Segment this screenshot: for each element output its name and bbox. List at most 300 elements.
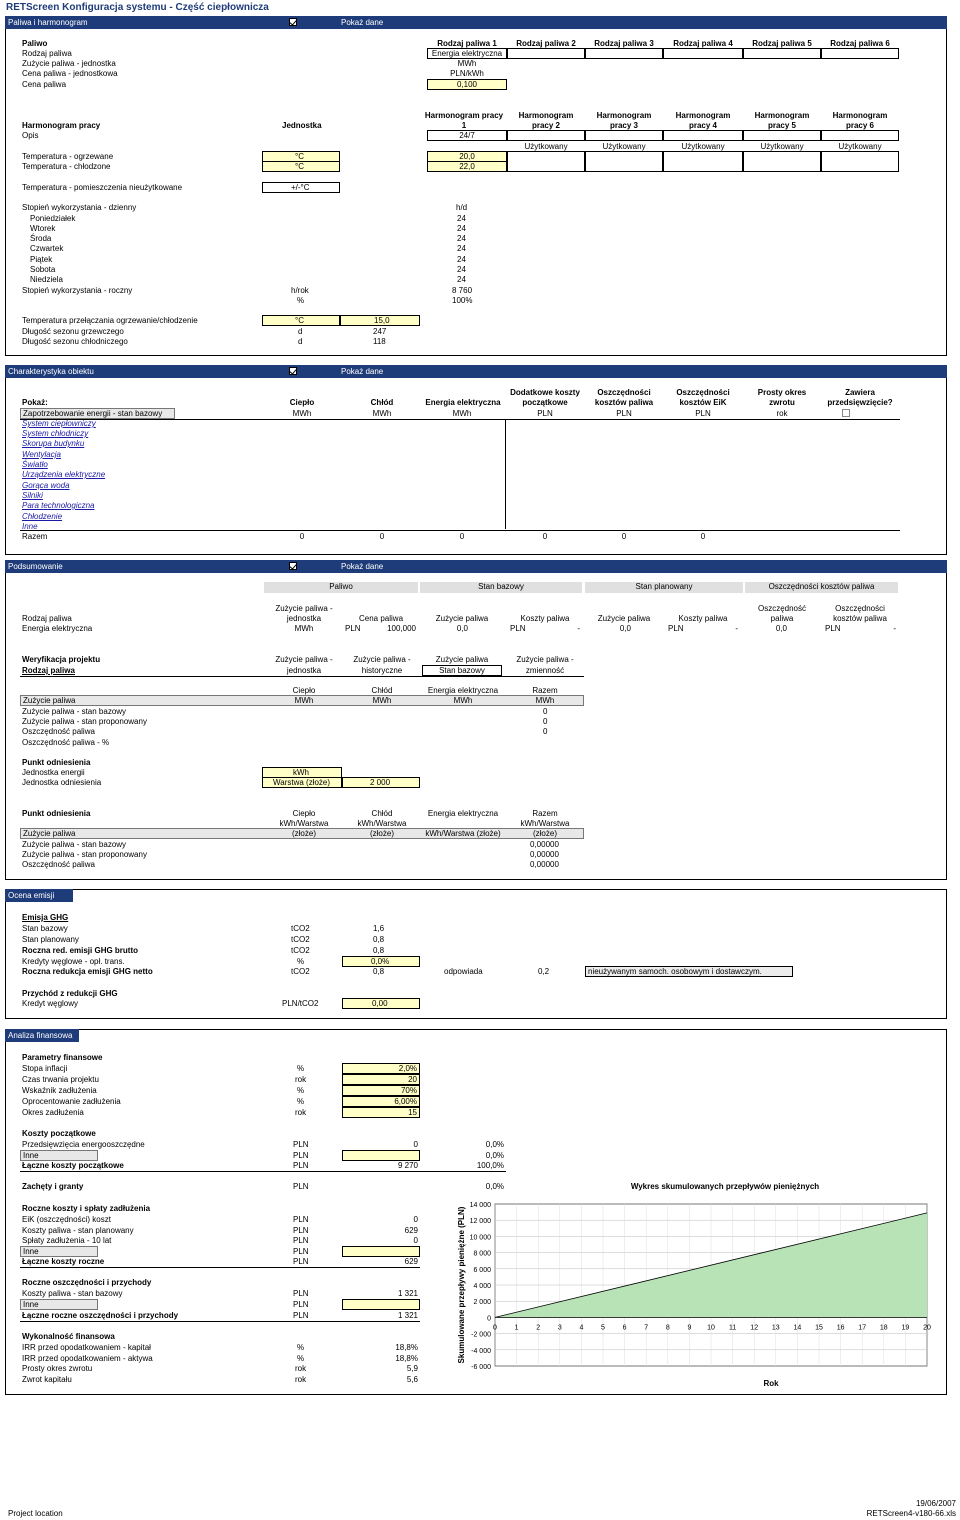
include-col-2: przedsięwzięcie? — [827, 398, 893, 407]
ref2-unit: kWh/Warstwa — [357, 819, 407, 828]
init-other-label[interactable]: Inne — [20, 1150, 98, 1161]
group-proposed-case: Stan planowany — [585, 582, 743, 593]
fuel-row-label: Rodzaj paliwa — [22, 49, 72, 58]
sum-unit: MWh — [294, 624, 314, 633]
link-building-envelope[interactable]: Skorupa budynku — [22, 439, 85, 448]
annual-total-label: Łączne koszty roczne — [22, 1257, 105, 1266]
savings-total-value: 1 321 — [397, 1311, 418, 1320]
savings-other-input[interactable] — [342, 1299, 420, 1310]
sum-use-base: 0,0 — [456, 624, 468, 633]
init-cost-label: Przedsięwzięcia energooszczędne — [22, 1140, 145, 1149]
total-value: 0 — [621, 532, 627, 541]
demand-unit: PLN — [616, 409, 632, 418]
cons-col: Ciepło — [292, 686, 316, 695]
link-electrical-equipment[interactable]: Urządzenia elektryczne — [22, 470, 106, 479]
x-tick-label: 19 — [901, 1324, 910, 1332]
link-other[interactable]: Inne — [22, 522, 38, 531]
ghg-title: Emisja GHG — [22, 913, 69, 922]
schedule-2-temps[interactable] — [507, 151, 585, 172]
x-tick-label: 11 — [728, 1324, 737, 1332]
x-tick-label: 7 — [644, 1324, 649, 1332]
incentives-unit: PLN — [293, 1182, 309, 1191]
cons-header-row: Zużycie paliwa — [20, 695, 584, 706]
fuel-type-1-header: Rodzaj paliwa 1 — [437, 39, 497, 48]
x-tick-label: 9 — [687, 1324, 692, 1332]
params-title: Parametry finansowe — [22, 1053, 103, 1062]
h-fuel-saving-2: paliwa — [770, 614, 794, 623]
ref-unit-input[interactable]: Warstwa (złoże) — [262, 777, 342, 788]
schedule-4-header: Harmonogram — [675, 111, 731, 120]
h-unit-2: jednostka — [286, 614, 322, 623]
savings-other-label[interactable]: Inne — [20, 1299, 98, 1310]
schedule-2-header: Harmonogram — [518, 111, 574, 120]
param-unit: % — [297, 1086, 305, 1095]
init-costs-title: Koszty początkowe — [22, 1129, 96, 1138]
viability-unit: rok — [295, 1375, 307, 1384]
param-label: Oprocentowanie zadłużenia — [22, 1097, 121, 1106]
ref-energy-unit-select[interactable]: kWh — [262, 767, 342, 778]
demand-unit: PLN — [695, 409, 711, 418]
project-life-input[interactable]: 20 — [342, 1074, 420, 1085]
schedule-1-header-num: 1 — [461, 121, 467, 130]
total-label: Razem — [22, 532, 48, 541]
incentives-pct: 0,0% — [485, 1182, 504, 1191]
savings-total-label: Łączne roczne oszczędności i przychody — [22, 1311, 179, 1320]
cons-row-value: 0 — [543, 707, 548, 716]
ghg-row-label: Roczna redukcja emisji GHG netto — [22, 967, 153, 976]
init-other-input[interactable] — [342, 1150, 420, 1161]
x-tick-label: 15 — [815, 1324, 823, 1332]
day-label: Czwartek — [30, 244, 64, 253]
demand-unit: MWh — [372, 409, 392, 418]
init-cost-unit: PLN — [293, 1151, 309, 1160]
fuel-type-6-select[interactable] — [821, 48, 899, 59]
carbon-credit-input[interactable]: 0,00 — [342, 998, 420, 1009]
ghg-row-unit: tCO2 — [291, 924, 310, 933]
show-data-label: Pokaż dane — [341, 18, 384, 27]
schedule-1-header: Harmonogram pracy — [424, 111, 504, 120]
summary-header — [5, 560, 947, 573]
base-demand-label: Zapotrzebowanie energii - stan bazowy — [20, 408, 175, 419]
y-tick-label: 2 000 — [473, 1299, 491, 1307]
description-label: Opis — [22, 131, 39, 140]
init-total-pct: 100,0% — [476, 1161, 504, 1170]
fuel-type-5-select[interactable] — [743, 48, 821, 59]
inflation-input[interactable]: 2,0% — [342, 1063, 420, 1074]
verif-col4: Zużycie paliwa - — [516, 655, 574, 664]
heating-season-label: Długość sezonu grzewczego — [22, 327, 124, 336]
switch-temp-label: Temperatura przełączania ogrzewanie/chłodzenie — [22, 316, 198, 325]
y-tick-label: 8 000 — [473, 1250, 491, 1258]
param-label: Czas trwania projektu — [22, 1075, 99, 1084]
carbon-credit-unit: PLN/tCO2 — [282, 999, 319, 1008]
annual-cost-unit: PLN — [293, 1247, 309, 1256]
ref2-row-label: Oszczędność paliwa — [22, 860, 95, 869]
fuel-schedule-title: Paliwa i harmonogram — [8, 18, 88, 27]
fuel-schedule-header — [5, 16, 947, 29]
x-axis-title: Rok — [763, 1379, 779, 1388]
schedule-4-temps[interactable] — [663, 151, 743, 172]
sum-fuel-saving: 0,0 — [775, 624, 787, 633]
sum-cost-saving: - — [893, 624, 896, 633]
h-unit: Zużycie paliwa - — [275, 604, 333, 613]
ref-unit-label: Jednostka odniesienia — [22, 778, 102, 787]
sum-cur-base: PLN — [510, 624, 526, 633]
h-cost-prop: Koszty paliwa — [678, 614, 728, 623]
switch-temp-input[interactable]: 15,0 — [340, 315, 420, 326]
emissions-header: Ocena emisji — [5, 889, 73, 902]
annual-usage-hours: 8 760 — [452, 286, 473, 295]
equivalent-value: 0,2 — [538, 967, 550, 976]
fuel-unit-value: MWh — [457, 59, 477, 68]
ref-title: Punkt odniesienia — [22, 758, 91, 767]
y-tick-label: 0 — [487, 1315, 491, 1323]
fuel-type-2-select[interactable] — [507, 48, 585, 59]
show-data-checkbox[interactable] — [289, 562, 297, 570]
fuel-row-label: Zużycie paliwa - jednostka — [22, 59, 116, 68]
cons-col: Chłód — [371, 686, 393, 695]
link-hot-water[interactable]: Gorąca woda — [22, 481, 70, 490]
annual-usage-pct-unit: % — [297, 296, 305, 305]
payback-col-2: zwrotu — [769, 398, 795, 407]
ghg-row-label: Stan bazowy — [22, 924, 68, 933]
heating-temp-input[interactable]: 20,0 — [427, 151, 507, 162]
viability-unit: rok — [295, 1364, 307, 1373]
ref2-row-value: 0,00000 — [530, 860, 559, 869]
sum-currency: PLN — [345, 624, 361, 633]
total-value: 0 — [542, 532, 548, 541]
link-cooling-system[interactable]: System chłodniczy — [22, 429, 89, 438]
schedule-5-temps[interactable] — [743, 151, 821, 172]
annual-cost-unit: PLN — [293, 1215, 309, 1224]
fuel-type-6-header: Rodzaj paliwa 6 — [830, 39, 890, 48]
fuel-type-4-header: Rodzaj paliwa 4 — [673, 39, 733, 48]
fuel-type-4-select[interactable] — [663, 48, 743, 59]
footer-file: RETScreen4-v180-66.xls — [866, 1509, 956, 1518]
y-tick-label: 4 000 — [473, 1283, 491, 1290]
cons-row-label: Zużycie paliwa - stan bazowy — [22, 707, 127, 716]
fuel-price-unit-value: PLN/kWh — [450, 69, 484, 78]
x-tick-label: 0 — [493, 1324, 497, 1332]
ref2-header-row: Zużycie paliwa — [20, 828, 584, 839]
link-motors[interactable]: Silniki — [22, 491, 43, 500]
demand-unit: MWh — [292, 409, 312, 418]
group-base-case: Stan bazowy — [420, 582, 582, 593]
annual-cost-value: 629 — [404, 1226, 418, 1235]
annual-usage-pct: 100% — [452, 296, 473, 305]
credit-fee-input[interactable]: 0,0% — [342, 956, 420, 967]
annual-cost-value: 0 — [413, 1236, 418, 1245]
schedule-5-type: Użytkowany — [760, 142, 804, 151]
viability-unit: % — [297, 1343, 305, 1352]
equivalent-select[interactable]: nieużywanym samoch. osobowym i dostawczym. — [585, 966, 793, 977]
cons-row-value: 0 — [543, 727, 548, 736]
om-savings-col: Oszczędności — [676, 388, 730, 397]
ghg-row-unit: tCO2 — [291, 946, 310, 955]
schedule-6-header-num: pracy 6 — [845, 121, 875, 130]
schedule-2-type: Użytkowany — [524, 142, 568, 151]
y-tick-label: 14 000 — [469, 1202, 491, 1209]
y-tick-label: 12 000 — [469, 1218, 491, 1226]
summary-title: Podsumowanie — [8, 562, 63, 571]
ref2-row-value: 0,00000 — [530, 850, 559, 859]
group-fuel: Paliwo — [264, 582, 418, 593]
total-value: 0 — [379, 532, 385, 541]
sum-cur-saving: PLN — [825, 624, 841, 633]
schedule-3-temps[interactable] — [585, 151, 663, 172]
day-label: Wtorek — [30, 224, 56, 233]
x-tick-label: 16 — [836, 1324, 845, 1332]
day-label: Środa — [30, 234, 52, 243]
init-cost-pct: 0,0% — [485, 1140, 504, 1149]
init-cost-value: 0 — [413, 1140, 418, 1149]
y-tick-label: -2 000 — [471, 1331, 491, 1339]
savings-title: Roczne oszczędności i przychody — [22, 1278, 152, 1287]
total-value: 0 — [459, 532, 465, 541]
x-tick-label: 4 — [579, 1324, 584, 1332]
annual-usage-unit: h/rok — [291, 286, 309, 295]
day-hours: 24 — [457, 244, 466, 253]
x-tick-label: 20 — [923, 1324, 931, 1332]
verif-col3-select[interactable]: Stan bazowy — [422, 665, 502, 676]
fuel-type-3-select[interactable] — [585, 48, 663, 59]
init-cost-unit: PLN — [293, 1140, 309, 1149]
viability-label: Prosty okres zwrotu — [22, 1364, 93, 1373]
cons-unit: MWh — [453, 696, 473, 705]
ghg-row-label: Roczna red. emisji GHG brutto — [22, 946, 139, 955]
h-cost-saving-2: kosztów paliwa — [833, 614, 887, 623]
fuel-type-3-header: Rodzaj paliwa 3 — [594, 39, 654, 48]
heating-temp-unit: °C — [262, 151, 340, 162]
link-process-steam[interactable]: Para technologiczna — [22, 501, 95, 510]
x-tick-label: 3 — [557, 1324, 562, 1332]
param-unit: rok — [295, 1108, 307, 1117]
divider — [20, 1321, 420, 1322]
verification-fuel-type: Rodzaj paliwa — [22, 666, 75, 675]
viability-label: IRR przed opodatkowaniem - aktywa — [22, 1354, 153, 1363]
viability-label: Zwrot kapitału — [22, 1375, 72, 1384]
heat-col: Ciepło — [289, 398, 315, 407]
fuel-type-select[interactable]: Energia elektryczna — [427, 48, 507, 59]
schedule-4-type: Użytkowany — [681, 142, 725, 151]
x-tick-label: 10 — [707, 1324, 715, 1332]
demand-unit: rok — [776, 409, 788, 418]
verif-col2-2: historyczne — [361, 666, 403, 675]
schedule-label: Harmonogram pracy — [22, 121, 101, 130]
schedule-2-description[interactable] — [507, 130, 585, 141]
schedule-5-header-num: pracy 5 — [767, 121, 797, 130]
include-col: Zawiera — [845, 388, 875, 397]
day-label: Niedziela — [30, 275, 63, 284]
divider — [20, 676, 584, 677]
x-tick-label: 12 — [750, 1324, 759, 1332]
day-hours: 24 — [457, 224, 466, 233]
ref-energy-unit-label: Jednostka energii — [22, 768, 85, 777]
group-fuel-cost-savings: Oszczędności kosztów paliwa — [745, 582, 898, 593]
param-unit: rok — [295, 1075, 307, 1084]
h-fuel-type: Rodzaj paliwa — [22, 614, 72, 623]
cons-col: Razem — [532, 686, 558, 695]
schedule-4-description[interactable] — [663, 130, 743, 141]
cons-unit: MWh — [372, 696, 392, 705]
ghg-row-value: 0,8 — [373, 967, 385, 976]
cooling-season-value: 118 — [373, 337, 386, 346]
debt-term-input[interactable]: 15 — [342, 1107, 420, 1118]
schedule-3-description[interactable] — [585, 130, 663, 141]
ref2-title: Punkt odniesienia — [22, 809, 91, 818]
cons-unit: MWh — [535, 696, 555, 705]
cashflow-chart — [450, 1196, 940, 1391]
annual-cost-label: Koszty paliwa - stan planowany — [22, 1226, 134, 1235]
fuel-price-input[interactable]: 0,100 — [427, 79, 507, 90]
daily-usage-unit: h/d — [456, 203, 468, 212]
ghg-row-value: 0,8 — [373, 935, 385, 944]
viability-value: 18,8% — [395, 1343, 418, 1352]
day-hours: 24 — [457, 255, 466, 264]
annual-costs-title: Roczne koszty i spłaty zadłużenia — [22, 1204, 151, 1213]
init-total-value: 9 270 — [397, 1161, 418, 1170]
savings-total-unit: PLN — [293, 1311, 309, 1320]
fuel-type-2-header: Rodzaj paliwa 2 — [516, 39, 576, 48]
footer-date: 19/06/2007 — [915, 1499, 956, 1508]
fuel-type-5-header: Rodzaj paliwa 5 — [752, 39, 812, 48]
param-label: Stopa inflacji — [22, 1064, 68, 1073]
y-tick-label: 6 000 — [473, 1266, 491, 1274]
ref2-col: Ciepło — [292, 809, 316, 818]
carbon-credit-label: Kredyt węglowy — [22, 999, 79, 1008]
schedule-3-header-num: pracy 3 — [609, 121, 639, 130]
facility-title: Charakterystyka obiektu — [8, 367, 94, 376]
schedule-6-type: Użytkowany — [838, 142, 882, 151]
x-tick-label: 14 — [793, 1324, 802, 1332]
y-tick-label: 10 000 — [469, 1234, 491, 1242]
cooling-season-unit: d — [298, 337, 303, 346]
facility-grid — [505, 419, 901, 529]
incentives-label: Zachęty i granty — [22, 1182, 84, 1191]
verif-col3: Zużycie paliwa — [435, 655, 489, 664]
verif-col1-2: jednostka — [286, 666, 322, 675]
viability-title: Wykonalność finansowa — [22, 1332, 115, 1341]
heating-season-unit: d — [298, 327, 303, 336]
x-tick-label: 1 — [514, 1324, 519, 1332]
savings-unit: PLN — [293, 1300, 309, 1309]
sum-cost-base: - — [577, 624, 580, 633]
annual-cost-label: Spłaty zadłużenia - 10 lat — [22, 1236, 112, 1245]
total-value: 0 — [299, 532, 305, 541]
fuel-savings-col-2: kosztów paliwa — [594, 398, 654, 407]
divider — [20, 530, 900, 531]
divider — [20, 1171, 506, 1172]
day-hours: 24 — [457, 234, 466, 243]
link-heating-system[interactable]: System ciepłowniczy — [22, 419, 96, 428]
ghg-row-label: Stan planowany — [22, 935, 79, 944]
schedule-5-description[interactable] — [743, 130, 821, 141]
fuel-col-label: Paliwo — [22, 39, 48, 48]
ref2-col: Razem — [532, 809, 558, 818]
payback-col: Prosty okres — [757, 388, 807, 397]
electricity-col: Energia elektryczna — [425, 398, 501, 407]
heating-season-value: 247 — [373, 327, 387, 336]
chart-title: Wykres skumulowanych przepływów pieniężnych — [630, 1182, 820, 1191]
om-savings-col-2: kosztów EiK — [679, 398, 727, 407]
debt-ratio-input[interactable]: 70% — [342, 1085, 420, 1096]
h-cost-saving: Oszczędności — [835, 604, 885, 613]
heating-temp-label: Temperatura - ogrzewane — [22, 152, 114, 161]
cooling-temp-unit: °C — [262, 161, 340, 172]
annual-usage-label: Stopień wykorzystania - roczny — [22, 286, 133, 295]
viability-value: 18,8% — [395, 1354, 418, 1363]
verif-col4-2: zmienność — [525, 666, 565, 675]
ref2-row-value: 0,00000 — [530, 840, 559, 849]
y-tick-label: -4 000 — [471, 1347, 491, 1355]
schedule-4-header-num: pracy 4 — [688, 121, 718, 130]
finance-header: Analiza finansowa — [5, 1029, 79, 1042]
x-tick-label: 5 — [601, 1324, 605, 1332]
h-price: Cena paliwa — [358, 614, 404, 623]
annual-other-label[interactable]: Inne — [20, 1246, 98, 1257]
annual-cost-label: EiK (oszczędności) koszt — [22, 1215, 111, 1224]
ref2-row-label: Zużycie paliwa - stan proponowany — [22, 850, 147, 859]
footer-location: Project location — [8, 1509, 63, 1518]
link-lighting[interactable]: Światło — [22, 460, 48, 469]
schedule-1-description[interactable]: 24/7 — [427, 130, 507, 141]
show-data-checkbox[interactable] — [289, 367, 297, 375]
include-checkbox[interactable] — [842, 409, 850, 417]
demand-unit: MWh — [452, 409, 472, 418]
unoccupied-temp-unit[interactable]: +/-°C — [262, 182, 340, 193]
daily-usage-label: Stopień wykorzystania - dzienny — [22, 203, 137, 212]
annual-other-input[interactable] — [342, 1246, 420, 1257]
viability-label: IRR przed opodatkowaniem - kapitał — [22, 1343, 151, 1352]
cons-row-label: Oszczędność paliwa - % — [22, 738, 110, 747]
ref2-unit: (złoże) — [532, 829, 557, 838]
y-axis-title: Skumulowane przepływy pieniężne (PLN) — [457, 1206, 466, 1364]
link-refrigeration[interactable]: Chłodzenie — [22, 512, 63, 521]
init-total-unit: PLN — [293, 1161, 309, 1170]
schedule-6-temps[interactable] — [821, 151, 899, 172]
link-ventilation[interactable]: Wentylacja — [22, 450, 61, 459]
ref2-row-label: Zużycie paliwa - stan bazowy — [22, 840, 127, 849]
savings-value: 1 321 — [397, 1289, 418, 1298]
y-tick-label: -6 000 — [471, 1364, 491, 1371]
h-cost-base: Koszty paliwa — [520, 614, 570, 623]
annual-total-value: 629 — [404, 1257, 418, 1266]
cons-row-label: Oszczędność paliwa — [22, 727, 95, 736]
day-hours: 24 — [457, 275, 466, 284]
show-data-checkbox[interactable] — [289, 18, 297, 26]
x-tick-label: 8 — [665, 1324, 670, 1332]
cooling-temp-input[interactable]: 22,0 — [427, 161, 507, 172]
verif-col2: Zużycie paliwa - — [353, 655, 411, 664]
savings-unit: PLN — [293, 1289, 309, 1298]
interest-rate-input[interactable]: 6,00% — [342, 1096, 420, 1107]
param-label: Wskaźnik zadłużenia — [22, 1086, 97, 1095]
x-tick-label: 18 — [879, 1324, 888, 1332]
emissions-panel — [5, 889, 947, 1019]
ref2-unit: (złoże) — [291, 829, 316, 838]
fuel-row-label: Cena paliwa — [22, 80, 67, 89]
param-label: Okres zadłużenia — [22, 1108, 84, 1117]
savings-label: Koszty paliwa - stan bazowy — [22, 1289, 123, 1298]
sum-fuel-type: Energia elektryczna — [22, 624, 93, 633]
schedule-6-description[interactable] — [821, 130, 899, 141]
day-label: Poniedziałek — [30, 214, 76, 223]
day-label: Sobota — [30, 265, 56, 274]
total-value: 0 — [700, 532, 706, 541]
h-use-prop: Zużycie paliwa — [597, 614, 651, 623]
ref-value-input[interactable]: 2 000 — [342, 777, 420, 788]
show-data-label: Pokaż dane — [341, 562, 384, 571]
